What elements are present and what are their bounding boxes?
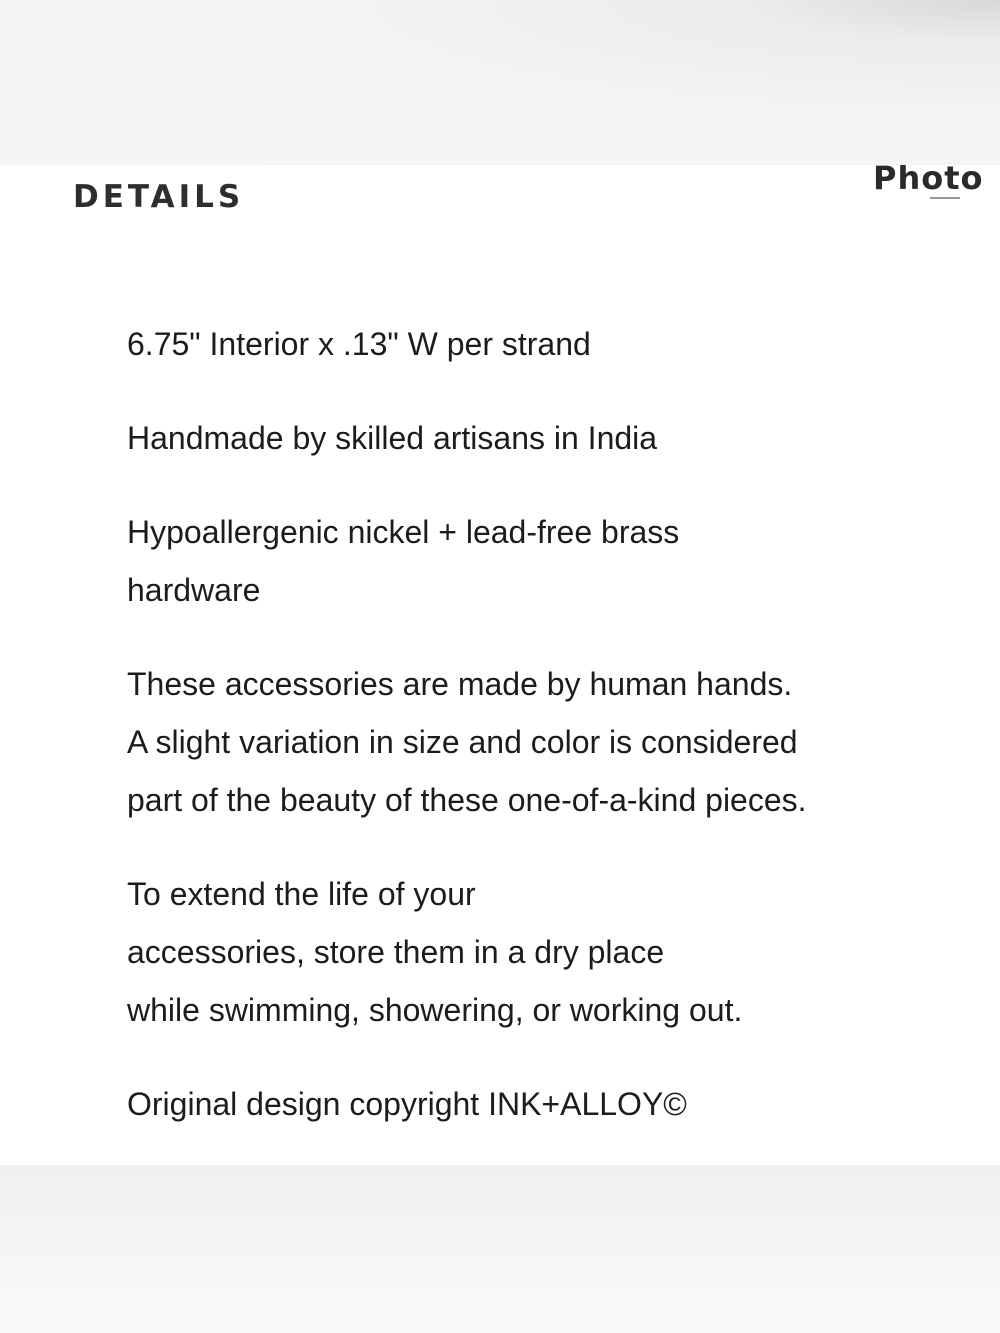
detail-dimensions [127, 315, 927, 373]
detail-line: These accessories are made by human hands. [127, 666, 793, 702]
detail-line: while swimming, showering, or working out. [127, 992, 743, 1028]
corner-underline [930, 197, 960, 199]
detail-line: part of the beauty of these one-of-a-kind pieces. [127, 782, 807, 818]
detail-line: Handmade by skilled artisans in India [127, 420, 658, 456]
detail-line: accessories, store them in a dry place [127, 934, 665, 970]
detail-line: A slight variation in size and color is considered [127, 724, 798, 760]
detail-line: hardware [127, 572, 261, 608]
detail-copyright [127, 1075, 927, 1133]
detail-origin [127, 409, 927, 467]
detail-line: Original design copyright INK+ALLOY© [127, 1086, 687, 1122]
details-card [0, 165, 1000, 1165]
bottom-background [0, 1165, 1000, 1333]
detail-handmade-note [127, 655, 927, 829]
photo-corner-label: Photo [873, 165, 984, 197]
detail-materials [127, 503, 927, 619]
detail-line: To extend the life of your [127, 876, 476, 912]
details-list [127, 315, 927, 1165]
detail-line: Hypoallergenic nickel + lead-free brass [127, 514, 680, 550]
detail-care [127, 865, 927, 1039]
section-title: DETAILS [73, 179, 245, 215]
detail-line: 6.75" Interior x .13" W per strand [127, 326, 591, 362]
top-background [0, 0, 1000, 168]
